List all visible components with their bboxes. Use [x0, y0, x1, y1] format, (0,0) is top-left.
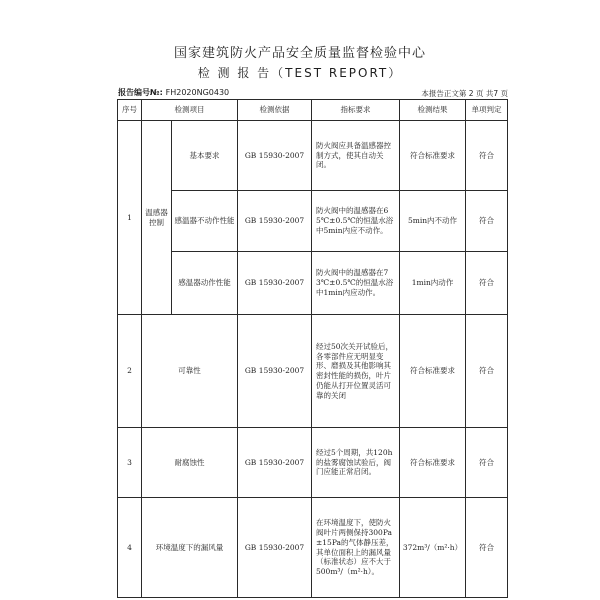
row-requirement: 防火阀应具备温感器控制方式，使其自动关闭。: [312, 121, 400, 191]
inspection-table: [117, 99, 508, 598]
row-requirement: 在环境温度下，使防火阀叶片两侧保持300Pa±15Pa的气体静压差，其单位面积上的漏风量（标准状态）应不大于500m³/（m²·h）。: [312, 498, 400, 598]
report-number: [118, 87, 229, 98]
row-result: 5min内不动作: [400, 191, 466, 252]
row-basis: GB 15930-2007: [238, 428, 312, 498]
table-row: [118, 191, 508, 252]
report-number-value: FH2020NG0430: [165, 88, 230, 97]
page-info: 本报告正文第 2 页 共7 页: [421, 89, 508, 98]
row-basis: GB 15930-2007: [238, 121, 312, 191]
row-requirement: 防火阀中的温感器在73℃±0.5℃的恒温水浴中1min内应动作。: [312, 252, 400, 315]
row-seq: 4: [118, 498, 142, 598]
row-item: 环境温度下的漏风量: [142, 498, 238, 598]
row-item: 感温器动作性能: [172, 252, 238, 315]
row-basis: GB 15930-2007: [238, 498, 312, 598]
row-result: 372m³/（m²·h）: [400, 498, 466, 598]
row-category: 温感器控制: [142, 121, 172, 315]
header-item: 检测项目: [142, 100, 238, 121]
row-item: 感温器不动作性能: [172, 191, 238, 252]
row-seq: 1: [118, 121, 142, 315]
row-item: 耐腐蚀性: [142, 428, 238, 498]
report-title-en: 检 测 报 告（TEST REPORT）: [197, 66, 403, 80]
table-header-row: [118, 100, 508, 121]
header-verdict: 单项判定: [466, 100, 508, 121]
table-row: [118, 252, 508, 315]
row-basis: GB 15930-2007: [238, 191, 312, 252]
row-result: 1min内动作: [400, 252, 466, 315]
report-title-cn: 国家建筑防火产品安全质量监督检验中心: [173, 46, 426, 61]
header-seq: 序号: [118, 100, 142, 121]
row-requirement: 经过50次关开试验后，各零部件应无明显变形、磨损及其他影响其密封性能的损伤，叶片仍能从打开位置灵活可靠的关闭: [312, 315, 400, 428]
row-verdict: 符合: [466, 428, 508, 498]
row-seq: 3: [118, 428, 142, 498]
table-row: [118, 315, 508, 428]
header-result: 检测结果: [400, 100, 466, 121]
header-requirement: 指标要求: [312, 100, 400, 121]
row-basis: GB 15930-2007: [238, 252, 312, 315]
table-row: [118, 498, 508, 598]
row-item: 可靠性: [142, 315, 238, 428]
row-item: 基本要求: [172, 121, 238, 191]
table-row: [118, 121, 508, 191]
row-requirement: 防火阀中的温感器在65℃±0.5℃的恒温水浴中5min内应不动作。: [312, 191, 400, 252]
header-basis: 检测依据: [238, 100, 312, 121]
report-number-label: 报告编号№:: [118, 88, 163, 97]
row-result: 符合标准要求: [400, 428, 466, 498]
row-result: 符合标准要求: [400, 121, 466, 191]
row-result: 符合标准要求: [400, 315, 466, 428]
row-verdict: 符合: [466, 121, 508, 191]
row-verdict: 符合: [466, 315, 508, 428]
table-row: [118, 428, 508, 498]
row-seq: 2: [118, 315, 142, 428]
row-verdict: 符合: [466, 191, 508, 252]
row-verdict: 符合: [466, 498, 508, 598]
row-requirement: 经过5个周期，共120h的盐雾腐蚀试验后，阀门应能正常启闭。: [312, 428, 400, 498]
row-verdict: 符合: [466, 252, 508, 315]
row-basis: GB 15930-2007: [238, 315, 312, 428]
